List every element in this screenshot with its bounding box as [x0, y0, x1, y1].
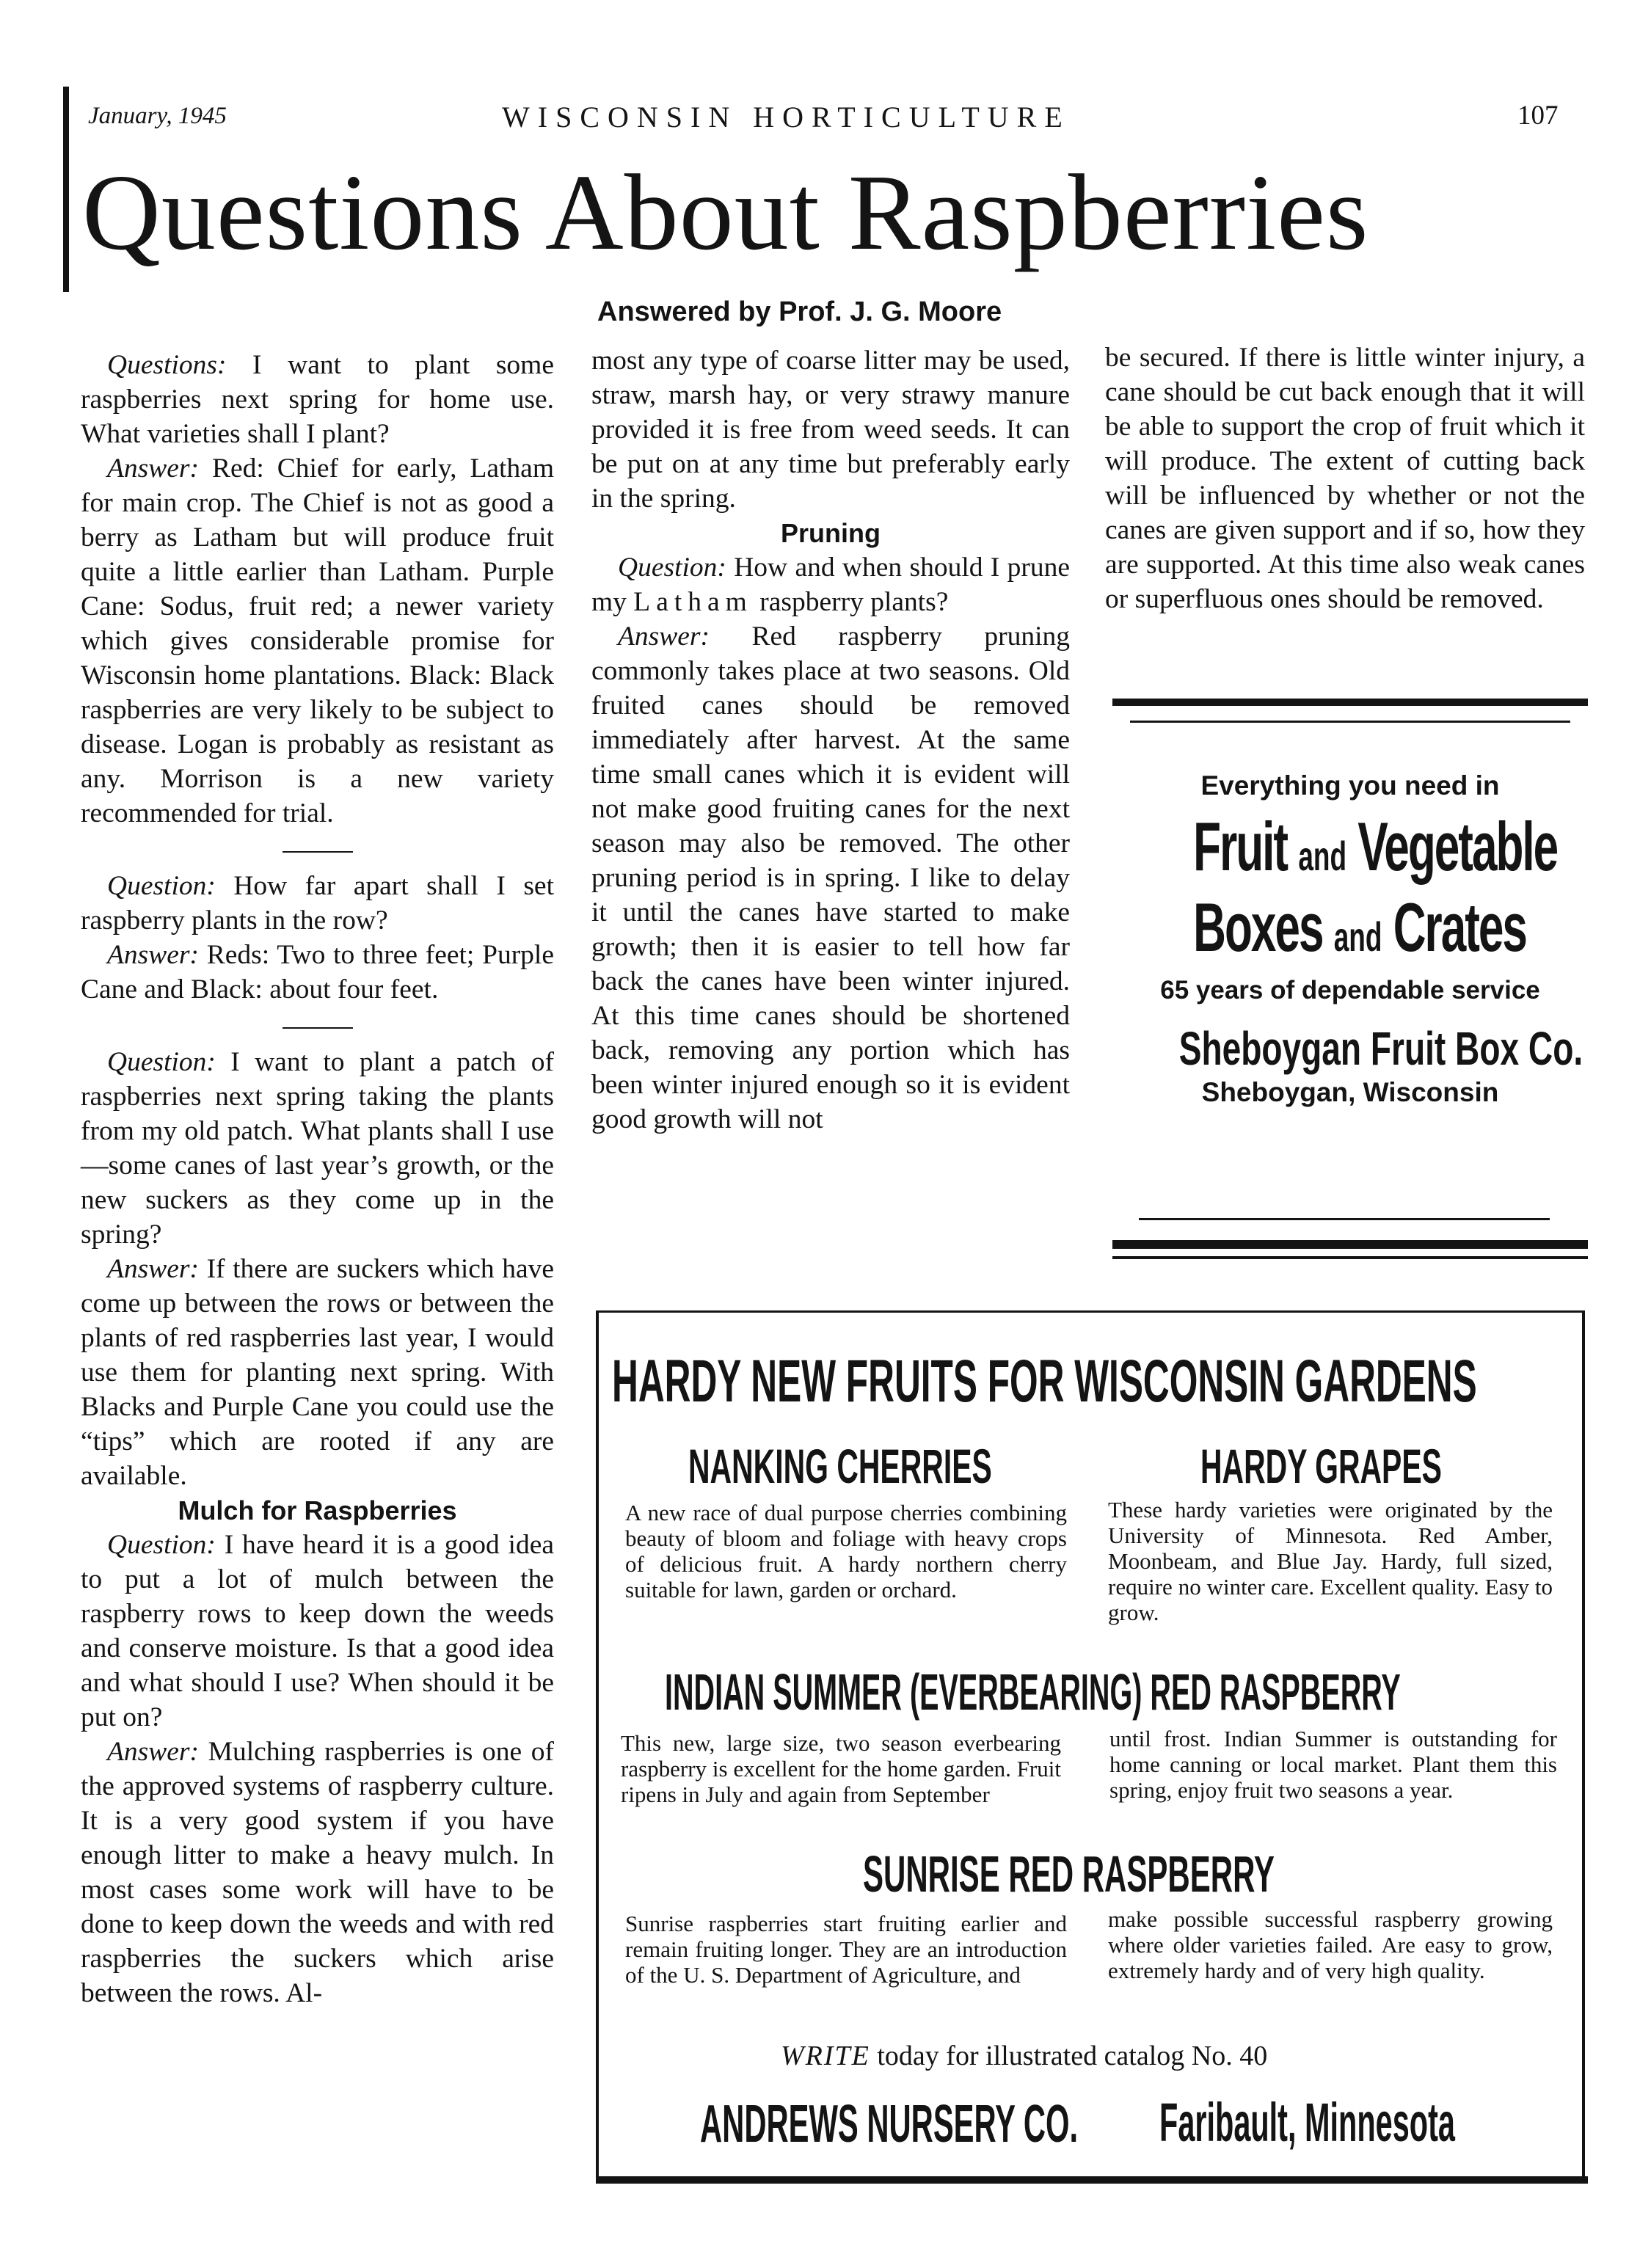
nursery-headline: HARDY NEW FRUITS FOR WISCONSIN GARDENS	[612, 1348, 1477, 1415]
answer-label: Answer:	[107, 1254, 199, 1284]
section-divider	[283, 851, 353, 853]
issue-date: January, 1945	[88, 103, 227, 129]
ad-years-service: 65 years of dependable service	[1160, 975, 1540, 1004]
variety-name: Latham	[633, 587, 753, 617]
question-text: How far apart shall I set raspberry plants in the row?	[81, 871, 554, 936]
answer-text: If there are suckers which have come up between the rows or between the plants of red raspberries last year, I would use them for planting next spring. With Blacks and Purple Cane you could use the “tips” which are rooted if any are available.	[81, 1254, 554, 1491]
question-text: I want to plant a patch of raspberries next spring taking the plants from my old patch. What plants shall I use—some canes of last year’s growth, or the new suckers as they come up in the spring?	[81, 1047, 554, 1250]
answer-paragraph	[81, 1252, 554, 1493]
nanking-cherries-text: A new race of dual purpose cherries combining beauty of bloom and foliage with heavy crops of delicious fruit. A hardy northern cherry suitable for lawn, garden or orchard.	[625, 1500, 1067, 1602]
article-title: Questions About Raspberries	[82, 153, 1369, 273]
question-paragraph	[81, 1528, 554, 1735]
ad-product-line-1	[1193, 808, 1558, 885]
nursery-ad-bottom-rule	[596, 2176, 1588, 2184]
answer-text: Red raspberry pruning commonly takes place at two seasons. Old fruited canes should be removed immediately after harvest. At the same time small canes which it is evident will not make good fruiting canes for the next season may also be removed. The other pruning period is in spring. I like to delay it until the canes have started to make growth; then it is easier to tell how far back the canes have been winter injured. At this time canes should be shortened back, removing any portion which has been winter injured enough so it is evident good growth will not	[591, 621, 1070, 1134]
article-column-1	[81, 348, 554, 2010]
ad-company-name: Sheboygan Fruit Box Co.	[1178, 1021, 1583, 1075]
hardy-grapes-text: These hardy varieties were originated by the University of Minnesota. Red Amber, Moonbeam, and Blue Jay. Hardy, full sized, require no winter care. Excellent quality. Easy to grow.	[1108, 1497, 1553, 1625]
section-divider	[283, 1027, 353, 1029]
answer-text: Mulching raspberries is one of the approved systems of raspberry culture. It is a very good system if you have enough litter to make a heavy mulch. In most cases some work will have to be done to keep down the weeds and with red raspberries the suckers which arise between the rows. Al-	[81, 1737, 554, 2008]
indian-summer-text-right: until frost. Indian Summer is outstanding for home canning or local market. Plant them this spring, enjoy fruit two seasons a year.	[1109, 1726, 1557, 1803]
continued-paragraph: be secured. If there is little winter injury, a cane should be cut back enough that it will be able to support the crop of fruit which it will produce. The extent of cutting back will be influenced by whether or not the canes are given support and if so, how they are supported. At this time also weak canes or superfluous ones should be removed.	[1105, 343, 1585, 614]
nursery-location: Faribault, Minnesota	[1159, 2092, 1455, 2153]
answer-text: Red: Chief for early, Latham for main crop. The Chief is not as good a berry as Latham but will produce fruit quite a little earlier than Latham. Purple Cane: Sodus, fruit red; a newer variety which gives considerable promise for Wisconsin home plantations. Black: Black raspberries are very likely to be subject to disease. Logan is probably as resistant as any. Morrison is a new variety recommended for trial.	[81, 453, 554, 828]
ad-word: Crates	[1393, 888, 1526, 966]
answer-paragraph	[81, 1735, 554, 2010]
question-text: How and when should I prune my	[591, 553, 1070, 617]
question-paragraph	[591, 550, 1070, 619]
nanking-cherries-title: NANKING CHERRIES	[688, 1439, 992, 1493]
question-text: raspberry plants?	[752, 587, 949, 617]
answer-label: Answer:	[107, 1737, 199, 1767]
catalog-write: WRITE	[781, 2041, 870, 2071]
subheading-pruning: Pruning	[781, 518, 881, 548]
margin-rule	[63, 87, 69, 292]
question-label: Question:	[107, 871, 216, 901]
ad-top-thick-rule	[1112, 699, 1588, 706]
answer-label: Answer:	[107, 453, 199, 484]
ad-word: Boxes	[1193, 888, 1323, 966]
indian-summer-title: INDIAN SUMMER (EVERBEARING) RED RASPBERRY	[665, 1663, 1401, 1721]
question-label: Question:	[107, 1530, 216, 1560]
ad-company-city: Sheboygan, Wisconsin	[1201, 1076, 1499, 1107]
question-label: Questions:	[107, 350, 227, 380]
article-column-2	[591, 343, 1070, 1137]
subheading-mulch: Mulch for Raspberries	[178, 1495, 457, 1525]
question-paragraph	[81, 348, 554, 451]
ad-top-thin-rule	[1130, 721, 1570, 723]
ad-bottom-rule	[1112, 1256, 1588, 1259]
answer-label: Answer:	[618, 621, 710, 652]
answer-paragraph	[591, 619, 1070, 1137]
answer-paragraph	[81, 938, 554, 1007]
catalog-line	[781, 2040, 1267, 2072]
answer-paragraph	[81, 451, 554, 831]
ad-bottom-thin-rule	[1139, 1218, 1550, 1220]
hardy-grapes-title: HARDY GRAPES	[1200, 1439, 1442, 1493]
article-byline: Answered by Prof. J. G. Moore	[597, 296, 1002, 327]
continued-paragraph: most any type of coarse litter may be used, straw, marsh hay, or very strawy manure provided it is free from weed seeds. It can be put on at any time but preferably early in the spring.	[591, 346, 1070, 514]
question-paragraph	[81, 1045, 554, 1252]
sunrise-text-left: Sunrise raspberries start fruiting earlier and remain fruiting longer. They are an introduction of the U. S. Department of Agriculture, and	[625, 1911, 1067, 1988]
ad-word: and	[1298, 833, 1347, 879]
ad-tagline: Everything you need in	[1200, 770, 1500, 801]
sunrise-title: SUNRISE RED RASPBERRY	[863, 1845, 1275, 1903]
catalog-text: today for illustrated catalog No. 40	[870, 2041, 1268, 2071]
question-text: I have heard it is a good idea to put a lot of mulch between the raspberry rows to keep down the weeds and conserve moisture. Is that a good idea and what should I use? When should it be put on?	[81, 1530, 554, 1732]
question-label: Question:	[107, 1047, 216, 1077]
question-label: Question:	[618, 553, 726, 583]
question-paragraph	[81, 869, 554, 938]
page-number: 107	[1517, 101, 1559, 131]
indian-summer-text-left: This new, large size, two season everbearing raspberry is excellent for the home garden. Fruit ripens in July and again from September	[621, 1730, 1061, 1807]
ad-word: and	[1333, 913, 1382, 960]
ad-product-line-2	[1193, 888, 1526, 966]
question-text: I want to plant some raspberries next spring for home use. What varieties shall I plant?	[81, 350, 554, 449]
ad-word: Fruit	[1193, 808, 1288, 885]
journal-name: WISCONSIN HORTICULTURE	[502, 101, 1071, 134]
article-column-3	[1105, 340, 1585, 616]
fruit-box-ad	[1112, 756, 1588, 1108]
ad-word: Vegetable	[1357, 808, 1558, 885]
nursery-company-name: ANDREWS NURSERY CO.	[700, 2095, 1079, 2154]
sunrise-text-right: make possible successful raspberry growing where older varieties failed. Are easy to grow, extremely hardy and of very high quality.	[1108, 1906, 1553, 1983]
answer-label: Answer:	[107, 940, 199, 970]
answer-text: Reds: Two to three feet; Purple Cane and Black: about four feet.	[81, 940, 554, 1004]
ad-bottom-thick-rule	[1112, 1240, 1588, 1249]
